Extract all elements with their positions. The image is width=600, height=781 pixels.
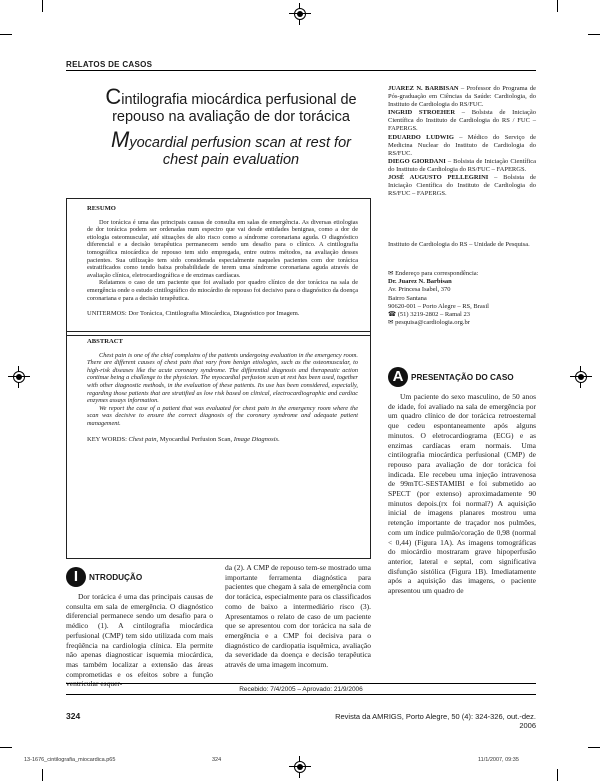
abstract-paragraph-2: We report the case of a patient that was evaluated for chest pain in the emergency room where the scan was decisive to ensure the correct diagnosis of the coronary syndrome and adequate patient management. xyxy=(87,404,358,427)
correspondence-label: Endereço para correspondência: xyxy=(395,270,479,277)
author-entry xyxy=(388,109,536,133)
registration-mark-bottom xyxy=(289,756,311,778)
crop-mark xyxy=(557,0,558,12)
intro-heading: NTRODUÇÃO xyxy=(89,573,143,582)
abstract-keyword-3: Image Diagnosis xyxy=(233,435,279,443)
resumo-keywords-text: Dor Torácica, Cintilografia Miocárdica, Diagnóstico por Imagem. xyxy=(126,310,300,318)
author-name: JOSÉ AUGUSTO PELLEGRINI xyxy=(388,174,489,182)
correspondence-block xyxy=(388,270,536,327)
registration-mark-right xyxy=(570,366,592,388)
correspondence-name: Dr. Juarez N. Barbisan xyxy=(388,278,452,286)
intro-column-1 xyxy=(66,592,213,689)
crop-mark xyxy=(557,769,558,781)
abstract-keyword-1: Chest pain xyxy=(128,435,157,443)
crop-mark xyxy=(0,34,12,35)
footer-rule-top xyxy=(66,683,536,684)
title-portuguese xyxy=(96,84,366,126)
resumo-keywords-label: UNITERMOS: xyxy=(87,310,127,318)
correspondence-city: 90620-001 – Porto Alegre – RS, Brasil xyxy=(388,302,489,310)
author-name: JUAREZ N. BARBISAN xyxy=(388,85,459,92)
crop-mark xyxy=(588,747,600,748)
title-en-line2: chest pain evaluation xyxy=(162,152,300,168)
crop-mark xyxy=(42,769,43,781)
title-pt-line2: repouso na avaliação de dor torácica xyxy=(112,109,350,125)
author-name: EDUARDO LUDWIG xyxy=(388,133,454,141)
crop-mark xyxy=(588,34,600,35)
abstract-box xyxy=(66,331,371,559)
abstract-keywords-label: KEY WORDS: xyxy=(87,435,127,443)
author-name: DIEGO GIORDANI xyxy=(388,157,446,165)
title-pt-line1: intilografia miocárdica perfusional de xyxy=(121,92,357,108)
author-name: INGRID STROEHER xyxy=(388,109,456,117)
author-entry xyxy=(388,174,536,198)
journal-citation: Revista da AMRIGS, Porto Alegre, 50 (4): 324-326, out.-dez. 2006 xyxy=(335,712,536,730)
intro-col2-paragraph: da (2). A CMP de repouso tem-se mostrado uma importante ferramenta diagnóstica para pacientes que chegam à sala de emergência com dor torácica, especialmente para os classificados como de baixo a intermediário risco (3). Apresentamos o relato de caso de um paciente que se apresentou com dor torácica na sala de emergência e a CMP foi decisiva para o diagnóstico de cardiopatia isquêmica, avaliação da severidade da doença e decisão terapêutica através de uma imagem incomum. xyxy=(225,563,371,670)
crop-mark xyxy=(42,0,43,12)
email-icon: ✉ xyxy=(388,319,394,327)
resumo-keywords xyxy=(87,310,358,318)
author-entry xyxy=(388,134,536,158)
slug-page: 324 xyxy=(212,757,222,763)
case-paragraph: Um paciente do sexo masculino, de 50 anos de idade, foi avaliado na sala de emergência por um quadro clínico de dor torácica retroesternal que cedeu espontaneamente após alguns minutos. O eletrocardiograma (ECG) e as enzimas cardíacas eram normais. Uma cintilografia miocárdica perfusional (CMP) de repouso para avaliação de dor torácica foi indicada. Ele recebeu uma injeção intravenosa de 99mTC-SESTAMIBI e foi submetido ao SPECT (por extenso) aproximadamente 90 minutos depois.(rx foi normal?) A aquisição inicial de imagens planares mostrou uma retenção importante de traçador nos pulmões, com um índice pulmão/coração de 0,98 (normal < 0,44) (Figura 1A). As imagens tomográficas do miocárdio mostraram grave hipoperfusão anterior, lateral e septal, com significativa disfunção sistólica (Figura 1B). Imediatamente após a aquisição das imagens, o paciente apresentou um quadro de xyxy=(388,392,536,596)
abstract-paragraph-1: Chest pain is one of the chief complains of the patients undergoing evaluation in the emergency room. There are different causes of chest pain that vary from benign etiologies, such as the osteomuscular, to high-risk diseases like the acute coronary syndrome. The differential diagnosis and therapeutic action continue being a challenge to the physician. The myocardial perfusion scan at rest has been used, together with other diagnostic methods, in the evaluation of these patients. Its use has been considered, especially, regarding those patients that are stratified as low risk based on clinical, electrocardiographic and cardiac enzymes assays information. xyxy=(87,351,358,405)
page-number: 324 xyxy=(66,711,81,721)
author-description: – Bolsista de Iniciação Científica do Instituto de Cardiologia do RS / FUC – FAPERGS. xyxy=(388,109,536,133)
registration-mark-top xyxy=(289,3,311,25)
intro-dropcap: I xyxy=(66,567,86,587)
resumo-paragraph-1: Dor torácica é uma das principais causas de consulta em salas de emergência. As diversas etiologias de dor torácica podem ser ordenadas num espectro que vai desde entidades benignas, como a dor de etiologia osteomuscular, até situações de alto risco como a síndrome coronariana aguda. O diagnóstico diferencial e a decisão terapêutica permanecem sendo um desafio para o clínico. A cintilografia tomográfica miocárdica de repouso tem sido empregada, entre outros métodos, na avaliação desses pacientes. Sua utilização tem sido considerada especialmente naqueles pacientes com dor torácica estratificados como tendo baixa probabilidade de terem uma síndrome coronariana aguda através de avaliação clínica, eletrocardiográfica e de enzimas cardíacas. xyxy=(87,218,358,279)
title-en-line1: yocardial perfusion scan at rest for xyxy=(129,135,351,151)
author-description: – Médico do Serviço de Medicina Nuclear do Instituto de Cardiologia do RS/FUC. xyxy=(388,133,536,157)
received-dates: Recebido: 7/4/2005 – Aprovado: 21/9/2006 xyxy=(239,686,363,693)
abstract-keywords xyxy=(87,436,358,444)
case-heading: PRESENTAÇÃO DO CASO xyxy=(411,373,514,382)
intro-column-2 xyxy=(225,563,371,670)
author-description: – Bolsista de Iniciação Científica do Instituto de Cardiologia do RS/FUC – FAPERGS. xyxy=(388,174,536,198)
correspondence-district: Bairro Santana xyxy=(388,294,427,302)
abstract-keywords-mid: , Myocardial Perfusion Scan, xyxy=(156,435,234,443)
correspondence-phone: (51) 3219-2802 – Ramal 23 xyxy=(397,311,470,319)
resumo-box xyxy=(66,198,371,336)
title-pt-initial: C xyxy=(105,84,122,109)
author-entry xyxy=(388,158,536,174)
abstract-keywords-end: . xyxy=(278,435,280,443)
correspondence-street: Av. Princesa Isabel, 370 xyxy=(388,286,451,294)
case-column xyxy=(388,392,536,596)
phone-icon: ☎ xyxy=(388,311,397,319)
title-en-initial: M xyxy=(111,127,130,152)
intro-col1-paragraph: Dor torácica é uma das principais causas de consulta em sala de emergência. O diagnóstico diferencial permanece sendo um desafio para o médico (1). A cintilografia miocárdica perfusional (CMP) tem sido utilizada com mais freqüência na cardiologia clínica. Ela permite não apenas diagnosticar isquemia miocárdica, mas também localizar a extensão das áreas comprometidas e os efeitos sobre a função xyxy=(66,592,213,679)
crop-mark xyxy=(0,747,12,748)
authors-block xyxy=(388,85,536,198)
resumo-paragraph-2: Relatamos o caso de um paciente que foi avaliado por quadro clínico de dor torácica na sala de emergência onde o estudo cintilográfico do miocárdio de repouso foi decisivo para o diagnóstico da doença coronariana e para a decisão terapêutica. xyxy=(87,279,358,302)
author-description: – Professor do Programa de Pós-graduação em Ciências da Saúde: Cardiologia, do Instituto de Cardiologia do RS/FUC. xyxy=(388,85,536,109)
registration-mark-left xyxy=(8,366,30,388)
abstract-heading: ABSTRACT xyxy=(87,338,123,345)
section-label: RELATOS DE CASOS xyxy=(66,60,153,69)
resumo-heading: RESUMO xyxy=(87,205,116,212)
envelope-icon: ✉ xyxy=(388,270,394,277)
author-description: – Bolsista de Iniciação Científica do Instituto de Cardiologia do RS/FUC – FAPERGS. xyxy=(388,157,536,173)
header-rule xyxy=(66,70,536,71)
footer-rule-bottom xyxy=(66,694,536,695)
title-english xyxy=(96,127,366,169)
author-entry xyxy=(388,85,536,109)
slug-file: 13-1676_cintilografia_miocardica.p65 xyxy=(24,757,116,763)
affiliation: Instituto de Cardiologia do RS – Unidade de Pesquisa. xyxy=(388,241,530,248)
slug-date: 11/1/2007, 09:35 xyxy=(478,757,519,763)
correspondence-email: pesquisa@cardiologia.org.br xyxy=(395,319,470,327)
case-dropcap: A xyxy=(388,367,408,387)
